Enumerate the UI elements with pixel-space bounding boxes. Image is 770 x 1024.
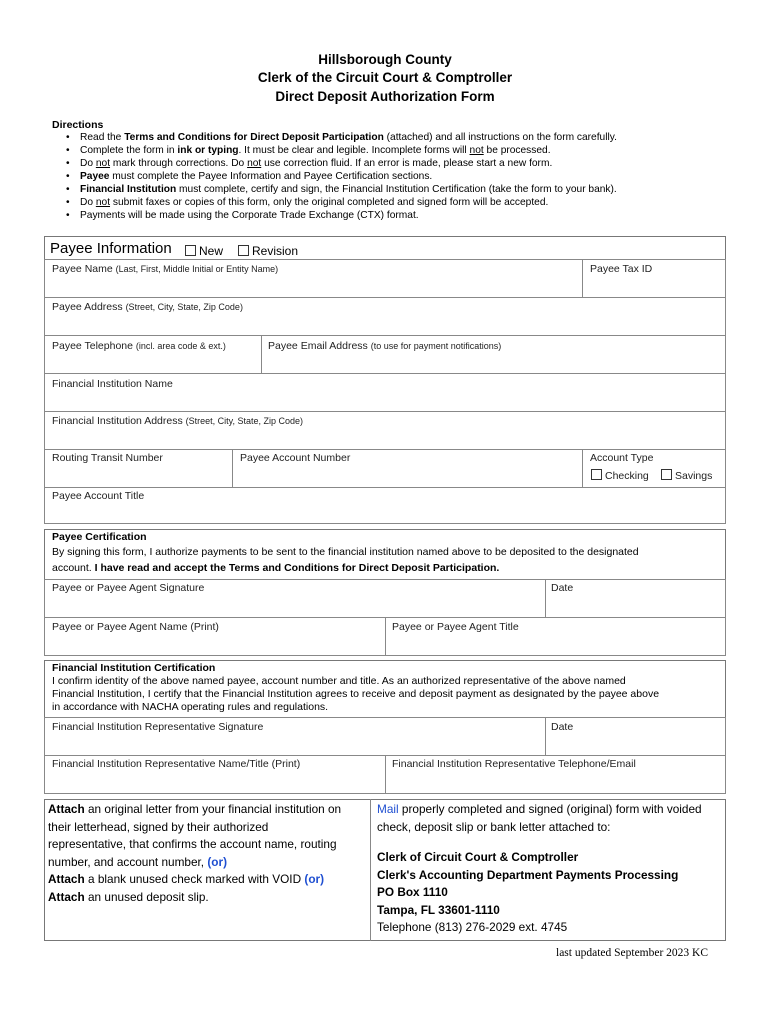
- checking-checkbox-box[interactable]: [591, 469, 602, 480]
- direction-text: submit faxes or copies of this form, only the original completed and signed form will be accepted.: [110, 197, 549, 208]
- fi-rep-name-label: Financial Institution Representative Name/Title (Print): [52, 758, 301, 770]
- fi-date-label: Date: [551, 721, 574, 733]
- direction-item: [66, 144, 617, 157]
- direction-underline: not: [469, 145, 484, 156]
- attach-line: [48, 854, 341, 872]
- directions-list: [66, 131, 617, 222]
- payee-tax-id-label: Payee Tax ID: [590, 263, 653, 275]
- attach-word: Attach: [48, 872, 85, 886]
- payee-agent-title-label: Payee or Payee Agent Title: [392, 621, 519, 633]
- payee-name-label: [52, 263, 278, 275]
- mail-text: properly completed and signed (original) form with voided: [398, 802, 702, 816]
- directions-title: Directions: [52, 119, 104, 131]
- attach-text: an unused deposit slip.: [84, 889, 209, 904]
- attach-word: Attach: [48, 802, 85, 816]
- payee-address-label-text: Payee Address: [52, 301, 123, 313]
- fi-address-sublabel: (Street, City, State, Zip Code): [185, 416, 304, 426]
- direction-bold: Financial Institution: [80, 184, 177, 195]
- instructions-divider: [370, 799, 371, 941]
- mail-line: [377, 801, 702, 819]
- fi-signature-label: Financial Institution Representative Signature: [52, 721, 264, 733]
- fi-certification-title: [52, 662, 215, 675]
- payee-telephone-label-text: Payee Telephone: [52, 340, 133, 352]
- mail-address-line4: Tampa, FL 33601-1110: [377, 902, 500, 917]
- or-label: (or): [207, 854, 228, 869]
- payee-agent-name-label: Payee or Payee Agent Name (Print): [52, 621, 219, 633]
- direction-underline: not: [247, 158, 262, 169]
- direction-item: [66, 183, 617, 196]
- payee-info-title: Payee Information: [50, 240, 172, 257]
- routing-number-label: Routing Transit Number: [52, 452, 163, 464]
- direction-text: must complete the Payee Information and Payee Certification sections.: [109, 171, 433, 182]
- account-title-label: Payee Account Title: [52, 490, 145, 502]
- direction-bold: ink or typing: [177, 145, 239, 156]
- direction-item: [66, 196, 617, 209]
- direction-text: Do: [80, 158, 96, 169]
- checking-checkbox-label: Checking: [605, 470, 649, 482]
- payee-telephone-sublabel: (incl. area code & ext.): [135, 341, 226, 351]
- mail-address-line2: Clerk's Accounting Department Payments Processing: [377, 867, 679, 882]
- attach-instructions: [48, 801, 341, 906]
- last-updated: last updated September 2023 KC: [556, 947, 709, 959]
- fi-certification-text-line2: Financial Institution, I certify that the Financial Institution agrees to receive and deposit payment as designated by the payee above: [52, 688, 660, 700]
- direction-item: [66, 209, 617, 222]
- county-title: Hillsborough County: [318, 52, 452, 67]
- direction-text: Read the: [80, 132, 125, 143]
- savings-checkbox[interactable]: [661, 469, 712, 482]
- mail-address-line3: PO Box 1110: [377, 885, 448, 899]
- direction-text: Complete the form in: [80, 145, 178, 156]
- mail-address-line1: Clerk of Circuit Court & Comptroller: [377, 850, 579, 864]
- direction-underline: not: [95, 197, 111, 208]
- attach-line: [48, 889, 341, 907]
- fi-address-label-text: Financial Institution Address: [52, 415, 183, 427]
- fi-name-label: Financial Institution Name: [52, 378, 173, 390]
- payee-certification-title-text: Payee Certification: [52, 531, 147, 543]
- new-checkbox[interactable]: [185, 242, 223, 260]
- fi-rep-phone-label: Financial Institution Representative Telephone/Email: [392, 758, 636, 770]
- attach-text: a blank unused check marked with VOID: [84, 872, 305, 886]
- attach-text: number, and account number,: [48, 854, 208, 869]
- direction-text: use correction fluid. If an error is made, please start a new form.: [261, 158, 553, 169]
- mail-address: [377, 849, 678, 937]
- savings-checkbox-box[interactable]: [661, 469, 672, 480]
- checking-checkbox[interactable]: [591, 469, 649, 482]
- revision-checkbox-box[interactable]: [238, 245, 249, 256]
- direction-item: [66, 157, 617, 170]
- direction-item: [66, 170, 617, 183]
- revision-checkbox[interactable]: [238, 242, 298, 260]
- revision-checkbox-label: Revision: [252, 244, 299, 258]
- attach-word: Attach: [48, 889, 85, 904]
- fi-certification-text-line1: I confirm identity of the above named payee, account number and title. As an authorized representative of the above named: [52, 675, 626, 687]
- mail-word: Mail: [377, 802, 399, 816]
- payee-name-sublabel: (Last, First, Middle Initial or Entity Name): [115, 264, 279, 274]
- payee-certification-text-line2: [52, 562, 499, 575]
- direction-item: [66, 131, 617, 144]
- direction-text: Do: [80, 197, 96, 208]
- payee-certification-accept: I have read and accept the Terms and Conditions for Direct Deposit Participation.: [94, 562, 500, 574]
- payee-name-label-text: Payee Name: [52, 263, 113, 275]
- direction-text: must complete, certify and sign, the Financial Institution Certification (take the form to your bank).: [176, 184, 617, 195]
- form-title: Direct Deposit Authorization Form: [275, 89, 495, 104]
- direction-underline: not: [95, 158, 111, 169]
- office-title: Clerk of the Circuit Court & Comptroller: [257, 70, 513, 85]
- mail-telephone: Telephone (813) 276-2029 ext. 4745: [377, 920, 568, 934]
- direction-bold: Payee: [80, 171, 110, 182]
- account-title-field[interactable]: [44, 487, 726, 524]
- fi-certification-title-text: Financial Institution Certification: [52, 662, 216, 674]
- direction-text: . It must be clear and legible. Incomplete forms will: [238, 145, 470, 156]
- attach-line: [48, 871, 341, 889]
- attach-line: representative, that confirms the account name, routing: [48, 837, 337, 851]
- payee-address-label: [52, 301, 243, 313]
- payee-address-sublabel: (Street, City, State, Zip Code): [125, 302, 243, 312]
- attach-line: [48, 801, 341, 819]
- account-number-label: Payee Account Number: [240, 452, 351, 464]
- payee-date-label: Date: [551, 582, 574, 594]
- payee-email-sublabel: (to use for payment notifications): [370, 341, 502, 351]
- direction-text: mark through corrections. Do: [110, 158, 248, 169]
- new-checkbox-box[interactable]: [185, 245, 196, 256]
- payee-email-label: [268, 340, 501, 352]
- account-type-label: Account Type: [590, 452, 654, 464]
- mail-instructions: [377, 801, 702, 836]
- mail-line: check, deposit slip or bank letter attached to:: [377, 819, 611, 834]
- payee-certification-title: [52, 531, 147, 544]
- attach-text: an original letter from your financial institution on: [84, 802, 342, 816]
- direction-text: Payments will be made using the Corporate Trade Exchange (CTX) format.: [80, 210, 419, 221]
- savings-checkbox-label: Savings: [675, 470, 713, 482]
- attach-line: their letterhead, signed by their authorized: [48, 819, 269, 834]
- payee-certification-text-line1: By signing this form, I authorize payments to be sent to the financial institution named above to be deposited to the designated: [52, 546, 639, 558]
- payee-signature-label: Payee or Payee Agent Signature: [52, 582, 205, 594]
- direction-text: be processed.: [483, 145, 551, 156]
- fi-certification-text-line3: in accordance with NACHA operating rules and regulations.: [52, 701, 329, 713]
- payee-email-label-text: Payee Email Address: [268, 340, 368, 352]
- fi-address-label: [52, 415, 303, 427]
- direction-text: (attached) and all instructions on the form carefully.: [383, 132, 617, 143]
- payee-certification-text: account.: [52, 562, 95, 574]
- new-checkbox-label: New: [199, 244, 224, 258]
- payee-telephone-label: [52, 340, 226, 352]
- direction-bold: Terms and Conditions for Direct Deposit Participation: [124, 132, 384, 143]
- or-label: (or): [304, 872, 325, 886]
